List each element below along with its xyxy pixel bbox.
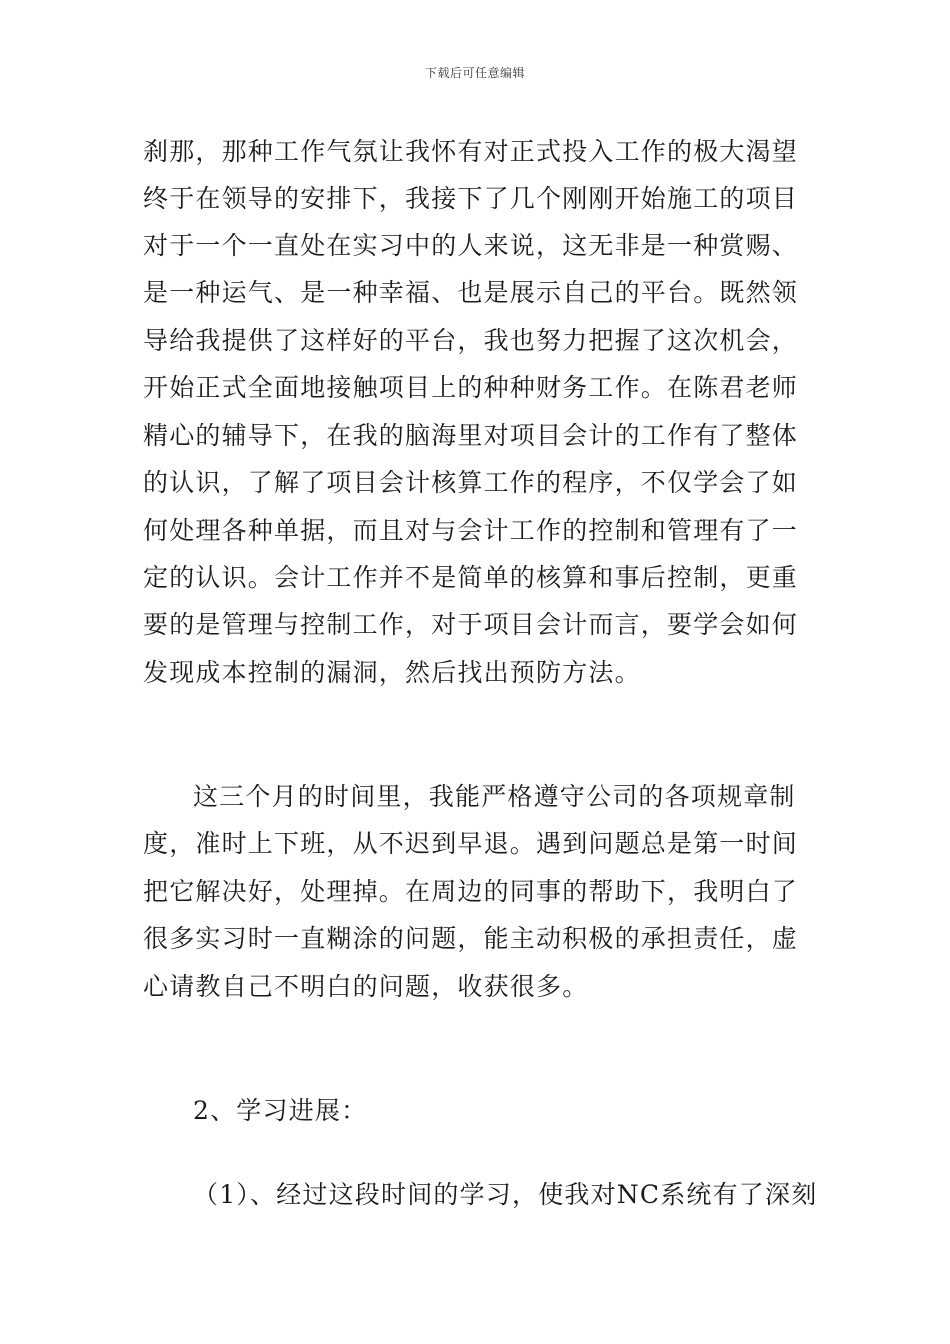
paragraph-line: 终于在领导的安排下，我接下了几个刚刚开始施工的项目 xyxy=(143,184,799,213)
paragraph-line: 发现成本控制的漏洞，然后找出预防方法。 xyxy=(143,658,641,687)
paragraph-line: 这三个月的时间里，我能严格遵守公司的各项规章制 xyxy=(193,782,796,811)
paragraph-line: 定的认识。会计工作并不是简单的核算和事后控制，更重 xyxy=(143,563,799,592)
paragraph-line: 把它解决好，处理掉。在周边的同事的帮助下，我明白了 xyxy=(143,877,799,906)
paragraph-line: 度，准时上下班，从不迟到早退。遇到问题总是第一时间 xyxy=(143,829,799,858)
paragraph-line: 要的是管理与控制工作，对于项目会计而言，要学会如何 xyxy=(143,610,799,639)
list-item: （1）、经过这段时间的学习，使我对NC系统有了深刻 xyxy=(193,1180,818,1209)
paragraph-line: 精心的辅导下，在我的脑海里对项目会计的工作有了整体 xyxy=(143,421,799,450)
paragraph-line: 开始正式全面地接触项目上的种种财务工作。在陈君老师 xyxy=(143,373,799,402)
page-header: 下载后可任意编辑 xyxy=(424,66,525,80)
section-heading: 2、学习进展： xyxy=(193,1096,368,1125)
paragraph-line: 的认识，了解了项目会计核算工作的程序，不仅学会了如 xyxy=(143,468,799,497)
paragraph-line: 刹那，那种工作气氛让我怀有对正式投入工作的极大渴望 xyxy=(143,137,799,166)
paragraph-line: 很多实习时一直糊涂的问题，能主动积极的承担责任，虚 xyxy=(143,924,799,953)
paragraph-line: 心请教自己不明白的问题，收获很多。 xyxy=(143,972,589,1001)
paragraph-line: 导给我提供了这样好的平台，我也努力把握了这次机会， xyxy=(143,326,799,355)
paragraph-line: 何处理各种单据，而且对与会计工作的控制和管理有了一 xyxy=(143,516,799,545)
paragraph-line: 对于一个一直处在实习中的人来说，这无非是一种赏赐、 xyxy=(143,231,799,260)
paragraph-line: 是一种运气、是一种幸福、也是展示自己的平台。既然领 xyxy=(143,278,799,307)
